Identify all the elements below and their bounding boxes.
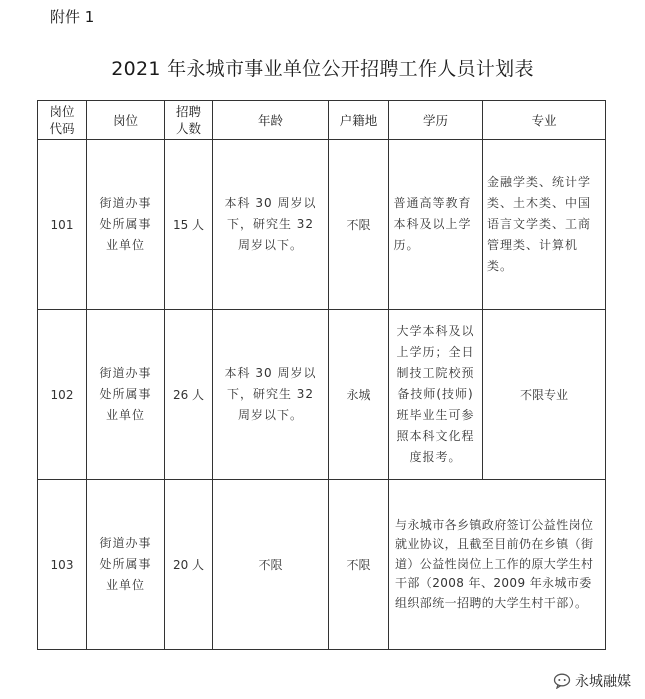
- header-age: 年龄: [213, 101, 329, 140]
- cell-major: 金融学类、统计学类、土木类、中国语言文学类、工商管理类、计算机类。: [483, 140, 606, 310]
- cell-hukou: 不限: [329, 480, 389, 650]
- cell-hukou: 永城: [329, 310, 389, 480]
- table-row: [38, 310, 606, 480]
- header-code: 岗位 代码: [38, 101, 87, 140]
- attachment-label: 附件 1: [50, 8, 95, 26]
- cell-age: 本科 30 周岁以下，研究生 32 周岁以下。: [213, 140, 329, 310]
- cell-post: 街道办事处所属事业单位: [87, 310, 165, 480]
- recruitment-plan-table: [37, 100, 606, 650]
- header-education: 学历: [389, 101, 483, 140]
- chat-bubble-icon: [553, 673, 571, 689]
- table-row: [38, 140, 606, 310]
- cell-education: 大学本科及以上学历；全日制技工院校预备技师(技师)班毕业生可参照本科文化程度报考。: [389, 310, 483, 480]
- table-row: [38, 480, 606, 650]
- header-major: 专业: [483, 101, 606, 140]
- header-post: 岗位: [87, 101, 165, 140]
- header-count: 招聘 人数: [165, 101, 213, 140]
- table-header-row: [38, 101, 606, 140]
- cell-code: 101: [38, 140, 87, 310]
- watermark: [553, 671, 631, 691]
- watermark-label: 永城融媒: [575, 674, 631, 690]
- cell-major: 不限专业: [483, 310, 606, 480]
- cell-code: 103: [38, 480, 87, 650]
- cell-age: 本科 30 周岁以下，研究生 32 周岁以下。: [213, 310, 329, 480]
- page-title: 2021 年永城市事业单位公开招聘工作人员计划表: [111, 58, 534, 80]
- cell-post: 街道办事处所属事业单位: [87, 140, 165, 310]
- cell-count: 20 人: [165, 480, 213, 650]
- cell-education-major: 与永城市各乡镇政府签订公益性岗位就业协议，且截至目前仍在乡镇（街道）公益性岗位上工作的原大学生村干部（2008 年、2009 年永城市委组织部统一招聘的大学生村干部）。: [389, 480, 606, 650]
- header-hukou: 户籍地: [329, 101, 389, 140]
- cell-code: 102: [38, 310, 87, 480]
- cell-education: 普通高等教育本科及以上学历。: [389, 140, 483, 310]
- cell-count: 15 人: [165, 140, 213, 310]
- cell-count: 26 人: [165, 310, 213, 480]
- cell-hukou: 不限: [329, 140, 389, 310]
- cell-post: 街道办事处所属事业单位: [87, 480, 165, 650]
- cell-age: 不限: [213, 480, 329, 650]
